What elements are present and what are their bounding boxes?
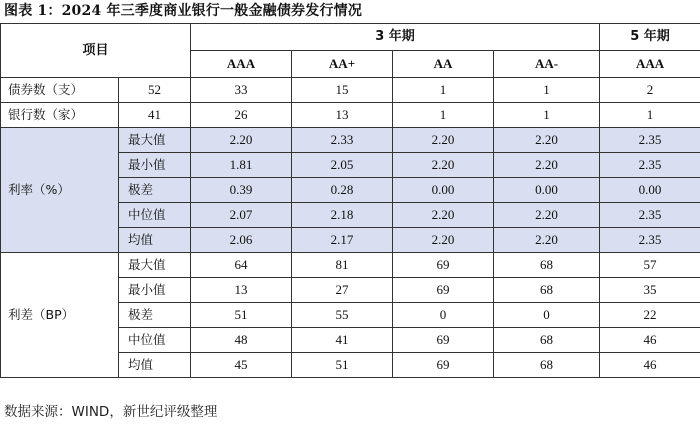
- table-cell: 2.20: [191, 128, 292, 153]
- table-cell: 48: [191, 328, 292, 353]
- table-cell: 69: [393, 278, 494, 303]
- rating-header: AA-: [494, 51, 600, 78]
- table-cell: 15: [292, 78, 393, 103]
- table-cell: 2.33: [292, 128, 393, 153]
- table-cell: 1: [494, 103, 600, 128]
- table-cell: 68: [494, 278, 600, 303]
- table-cell: 1: [393, 78, 494, 103]
- bond-issuance-table: [0, 23, 700, 378]
- table-row-bank-count: [1, 103, 700, 128]
- table-cell: 2.35: [600, 228, 700, 253]
- stat-label: 最小值: [119, 153, 191, 178]
- table-cell: 2.20: [393, 128, 494, 153]
- group-header-3y: 3 年期: [191, 24, 600, 51]
- stat-label: 极差: [119, 303, 191, 328]
- table-cell: 2.35: [600, 203, 700, 228]
- table-cell: 69: [393, 328, 494, 353]
- table-cell: 2: [600, 78, 700, 103]
- table-cell: 69: [393, 253, 494, 278]
- table-cell: 2.05: [292, 153, 393, 178]
- table-row-bond-count: [1, 78, 700, 103]
- table-cell: 81: [292, 253, 393, 278]
- table-cell: 2.20: [494, 128, 600, 153]
- table-cell: 46: [600, 353, 700, 378]
- row-total: 52: [119, 78, 191, 103]
- table-cell: 0.39: [191, 178, 292, 203]
- stat-label: 中位值: [119, 203, 191, 228]
- table-cell: 22: [600, 303, 700, 328]
- table-cell: 0: [494, 303, 600, 328]
- table-cell: 0.00: [393, 178, 494, 203]
- group-label-spread: 利差（BP）: [1, 253, 119, 378]
- table-row-spread-max: [1, 253, 700, 278]
- table-row-rate-max: [1, 128, 700, 153]
- table-cell: 26: [191, 103, 292, 128]
- table-cell: 2.20: [494, 228, 600, 253]
- stat-label: 均值: [119, 353, 191, 378]
- table-cell: 2.20: [494, 203, 600, 228]
- table-cell: 46: [600, 328, 700, 353]
- stat-label: 最大值: [119, 253, 191, 278]
- table-cell: 0.28: [292, 178, 393, 203]
- table-cell: 68: [494, 353, 600, 378]
- table-cell: 13: [191, 278, 292, 303]
- item-header: 项目: [1, 24, 191, 78]
- figure-title: 图表 1：2024 年三季度商业银行一般金融债券发行情况: [4, 3, 363, 19]
- table-cell: 2.35: [600, 128, 700, 153]
- stat-label: 极差: [119, 178, 191, 203]
- table-cell: 51: [292, 353, 393, 378]
- stat-label: 最大值: [119, 128, 191, 153]
- table-cell: 33: [191, 78, 292, 103]
- table-cell: 51: [191, 303, 292, 328]
- table-cell: 64: [191, 253, 292, 278]
- table-cell: 57: [600, 253, 700, 278]
- table-cell: 2.20: [494, 153, 600, 178]
- table-cell: 27: [292, 278, 393, 303]
- table-cell: 2.06: [191, 228, 292, 253]
- table-cell: 1: [393, 103, 494, 128]
- table-cell: 2.20: [393, 153, 494, 178]
- table-cell: 0: [393, 303, 494, 328]
- group-label-rate: 利率（%）: [1, 128, 119, 253]
- table-cell: 2.35: [600, 153, 700, 178]
- header-row-periods: [1, 24, 700, 51]
- table-cell: 2.17: [292, 228, 393, 253]
- row-label: 银行数（家）: [1, 103, 119, 128]
- stat-label: 中位值: [119, 328, 191, 353]
- row-total: 41: [119, 103, 191, 128]
- table-cell: 68: [494, 253, 600, 278]
- table-cell: 0.00: [494, 178, 600, 203]
- table-cell: 2.07: [191, 203, 292, 228]
- table-cell: 1: [600, 103, 700, 128]
- table-cell: 68: [494, 328, 600, 353]
- rating-header: AA+: [292, 51, 393, 78]
- stat-label: 最小值: [119, 278, 191, 303]
- stat-label: 均值: [119, 228, 191, 253]
- rating-header: AAA: [191, 51, 292, 78]
- table-cell: 35: [600, 278, 700, 303]
- table-cell: 1: [494, 78, 600, 103]
- table-cell: 2.18: [292, 203, 393, 228]
- source-note: 数据来源：WIND，新世纪评级整理: [4, 404, 218, 420]
- table-cell: 41: [292, 328, 393, 353]
- table-cell: 45: [191, 353, 292, 378]
- table-cell: 55: [292, 303, 393, 328]
- row-label: 债券数（支）: [1, 78, 119, 103]
- rating-header: AAA: [600, 51, 700, 78]
- table-cell: 0.00: [600, 178, 700, 203]
- table-cell: 13: [292, 103, 393, 128]
- table-cell: 69: [393, 353, 494, 378]
- table-cell: 2.20: [393, 228, 494, 253]
- group-header-5y: 5 年期: [600, 24, 700, 51]
- table-cell: 2.20: [393, 203, 494, 228]
- table-cell: 1.81: [191, 153, 292, 178]
- rating-header: AA: [393, 51, 494, 78]
